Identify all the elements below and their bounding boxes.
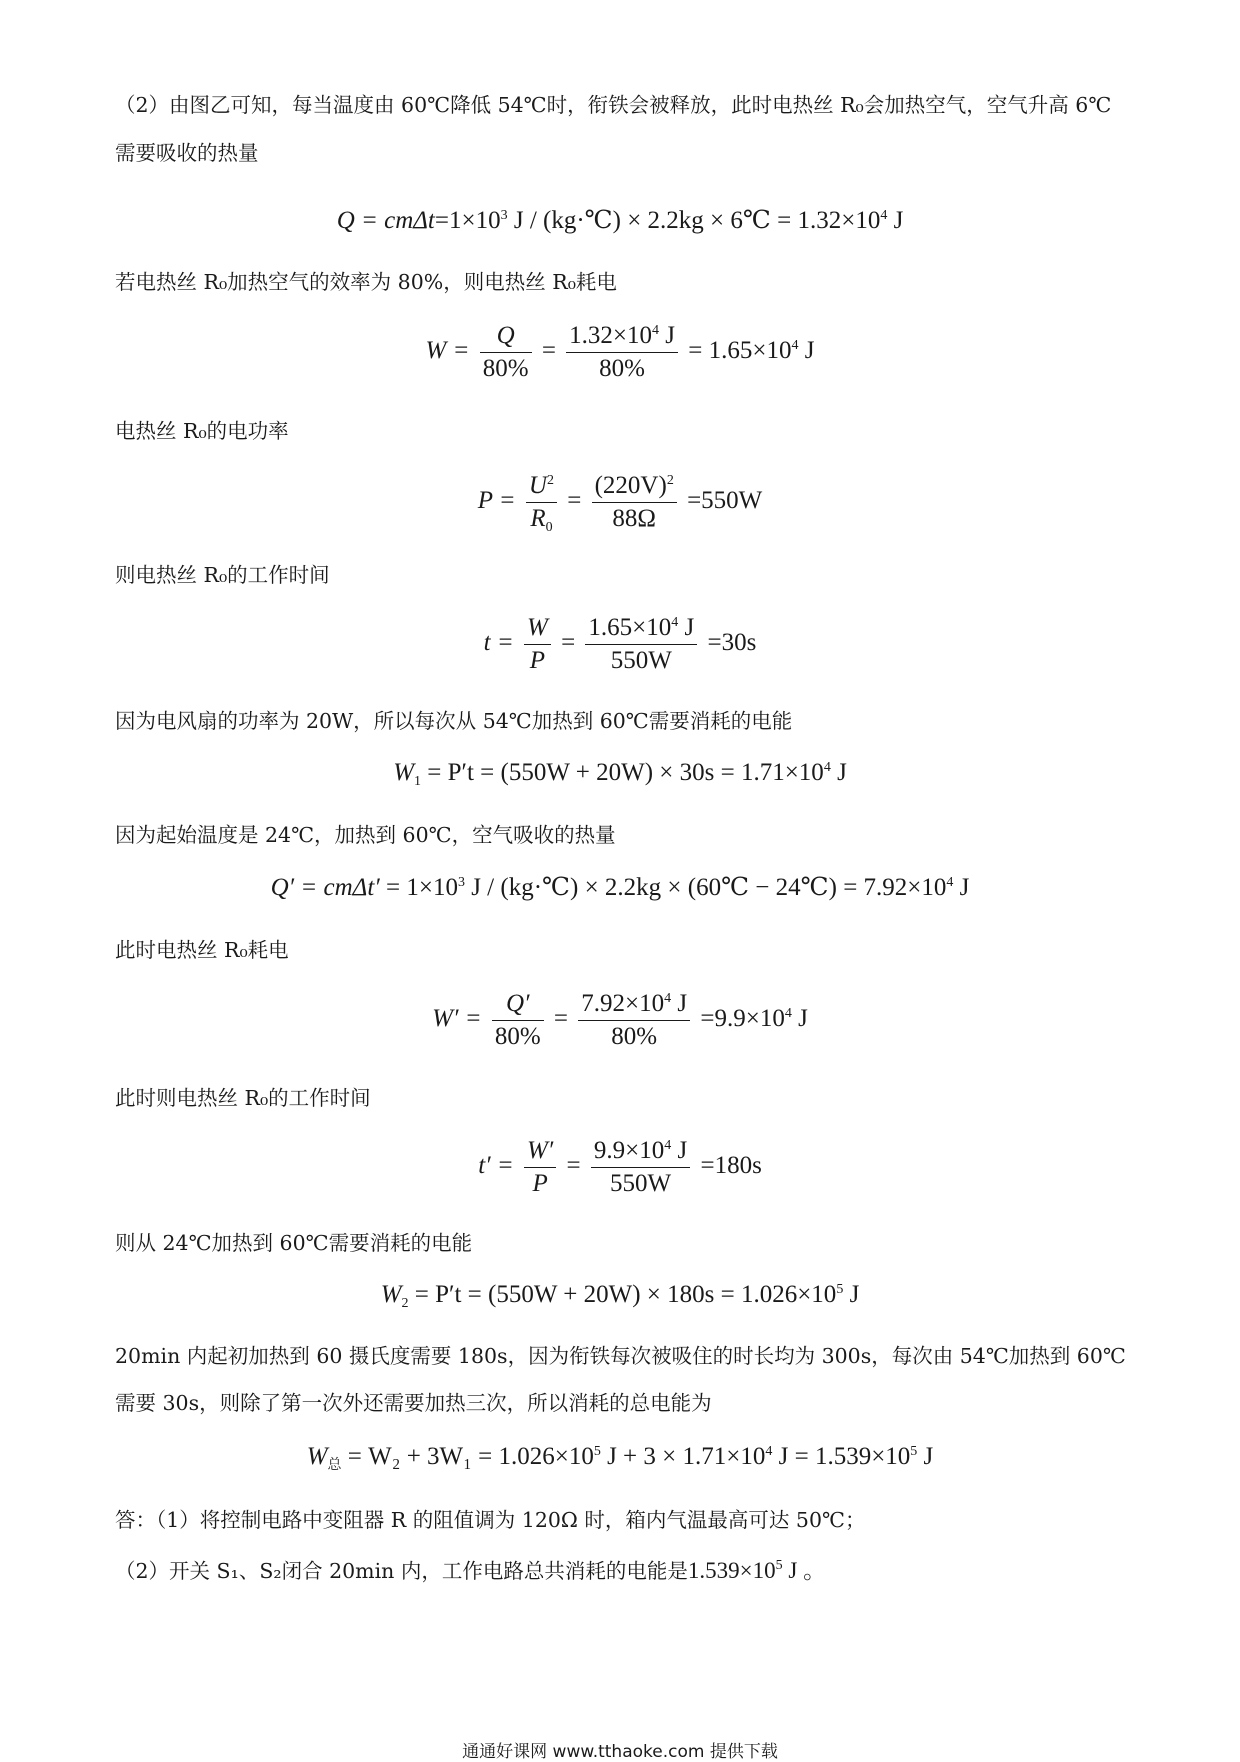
formula-energy-w-prime: W′ = $\frac{Q'}{80\%}$ = $\frac{7.92\times 10^4 J}{80\%}$ $=9.9\times 10^4$ J [432, 990, 808, 1050]
formula-w-total: $W_总 = W_2 + 3W_1 = 1.026\times 10^5$ $J + 3 \times 1.71\times 10^4$ $J = 1.539\times 10^5$ J [306, 1443, 934, 1473]
paragraph-12: 需要 30s，则除了第一次外还需要加热三次，所以消耗的总电能为 [115, 1391, 712, 1415]
formula-power-p: P = $\frac{U^2}{R_0}$ = $\frac{(220V)^2}{88\Omega}$ =550W [477, 472, 763, 535]
formula-heat-q-prime: $Q' = cm\Delta t' = 1\times 10^3$ J / (kg·℃) × 2.2kg × (60℃ − 24℃) = $7.92\times 10^4$ J [270, 874, 970, 901]
paragraph-1: （2）由图乙可知，每当温度由 60℃降低 54℃时，衔铁会被释放，此时电热丝 R₀会加热空气，空气升高 6℃ [115, 93, 1112, 117]
footer-credit: 通通好课网 www.tthaoke.com 提供下载 [462, 1742, 778, 1762]
formula-w2: $W_2 = P't = (550W + 20W) \times 180s = 1.026\times 10^5$ J [380, 1281, 860, 1311]
paragraph-8: 此时电热丝 R₀耗电 [115, 938, 289, 962]
formula-energy-w: W = $\frac{Q}{80\%}$ = $\frac{1.32\times 10^4 J}{80\%}$ = $1.65\times 10^4$ J [425, 322, 815, 382]
paragraph-6: 因为电风扇的功率为 20W，所以每次从 54℃加热到 60℃需要消耗的电能 [115, 709, 793, 733]
paragraph-10: 则从 24℃加热到 60℃需要消耗的电能 [115, 1231, 473, 1255]
answer-2: （2）开关 S₁、S₂闭合 20min 内，工作电路总共消耗的电能是$1.539\times 10^5$ J 。 [115, 1558, 827, 1583]
formula-time-t-prime: t′ = $\frac{W'}{P}$ = $\frac{9.9\times 10^4 J}{550W}$ =180s [478, 1137, 762, 1197]
paragraph-11: 20min 内起初加热到 60 摄氏度需要 180s，因为衔铁每次被吸住的时长均为 300s，每次由 54℃加热到 60℃ [115, 1344, 1126, 1368]
formula-heat-q: $Q = cm\Delta t=1\times 10^3$ J / (kg·℃) × 2.2kg × 6℃ = $1.32\times 10^4$ J [336, 207, 904, 234]
paragraph-7: 因为起始温度是 24℃，加热到 60℃，空气吸收的热量 [115, 823, 616, 847]
paragraph-2: 需要吸收的热量 [115, 141, 259, 165]
answer-1: 答：（1）将控制电路中变阻器 R 的阻值调为 120Ω 时，箱内气温最高可达 50℃； [115, 1508, 866, 1532]
paragraph-4: 电热丝 R₀的电功率 [115, 419, 289, 443]
paragraph-9: 此时则电热丝 R₀的工作时间 [115, 1086, 371, 1110]
paragraph-3: 若电热丝 R₀加热空气的效率为 80%，则电热丝 R₀耗电 [115, 270, 617, 294]
paragraph-5: 则电热丝 R₀的工作时间 [115, 563, 330, 587]
formula-w1: $W_1 = P't = (550W + 20W) \times 30s = 1.71\times 10^4$ J [393, 759, 847, 789]
formula-time-t: t = $\frac{W}{P}$ = $\frac{1.65\times 10^4 J}{550W}$ =30s [483, 614, 757, 674]
